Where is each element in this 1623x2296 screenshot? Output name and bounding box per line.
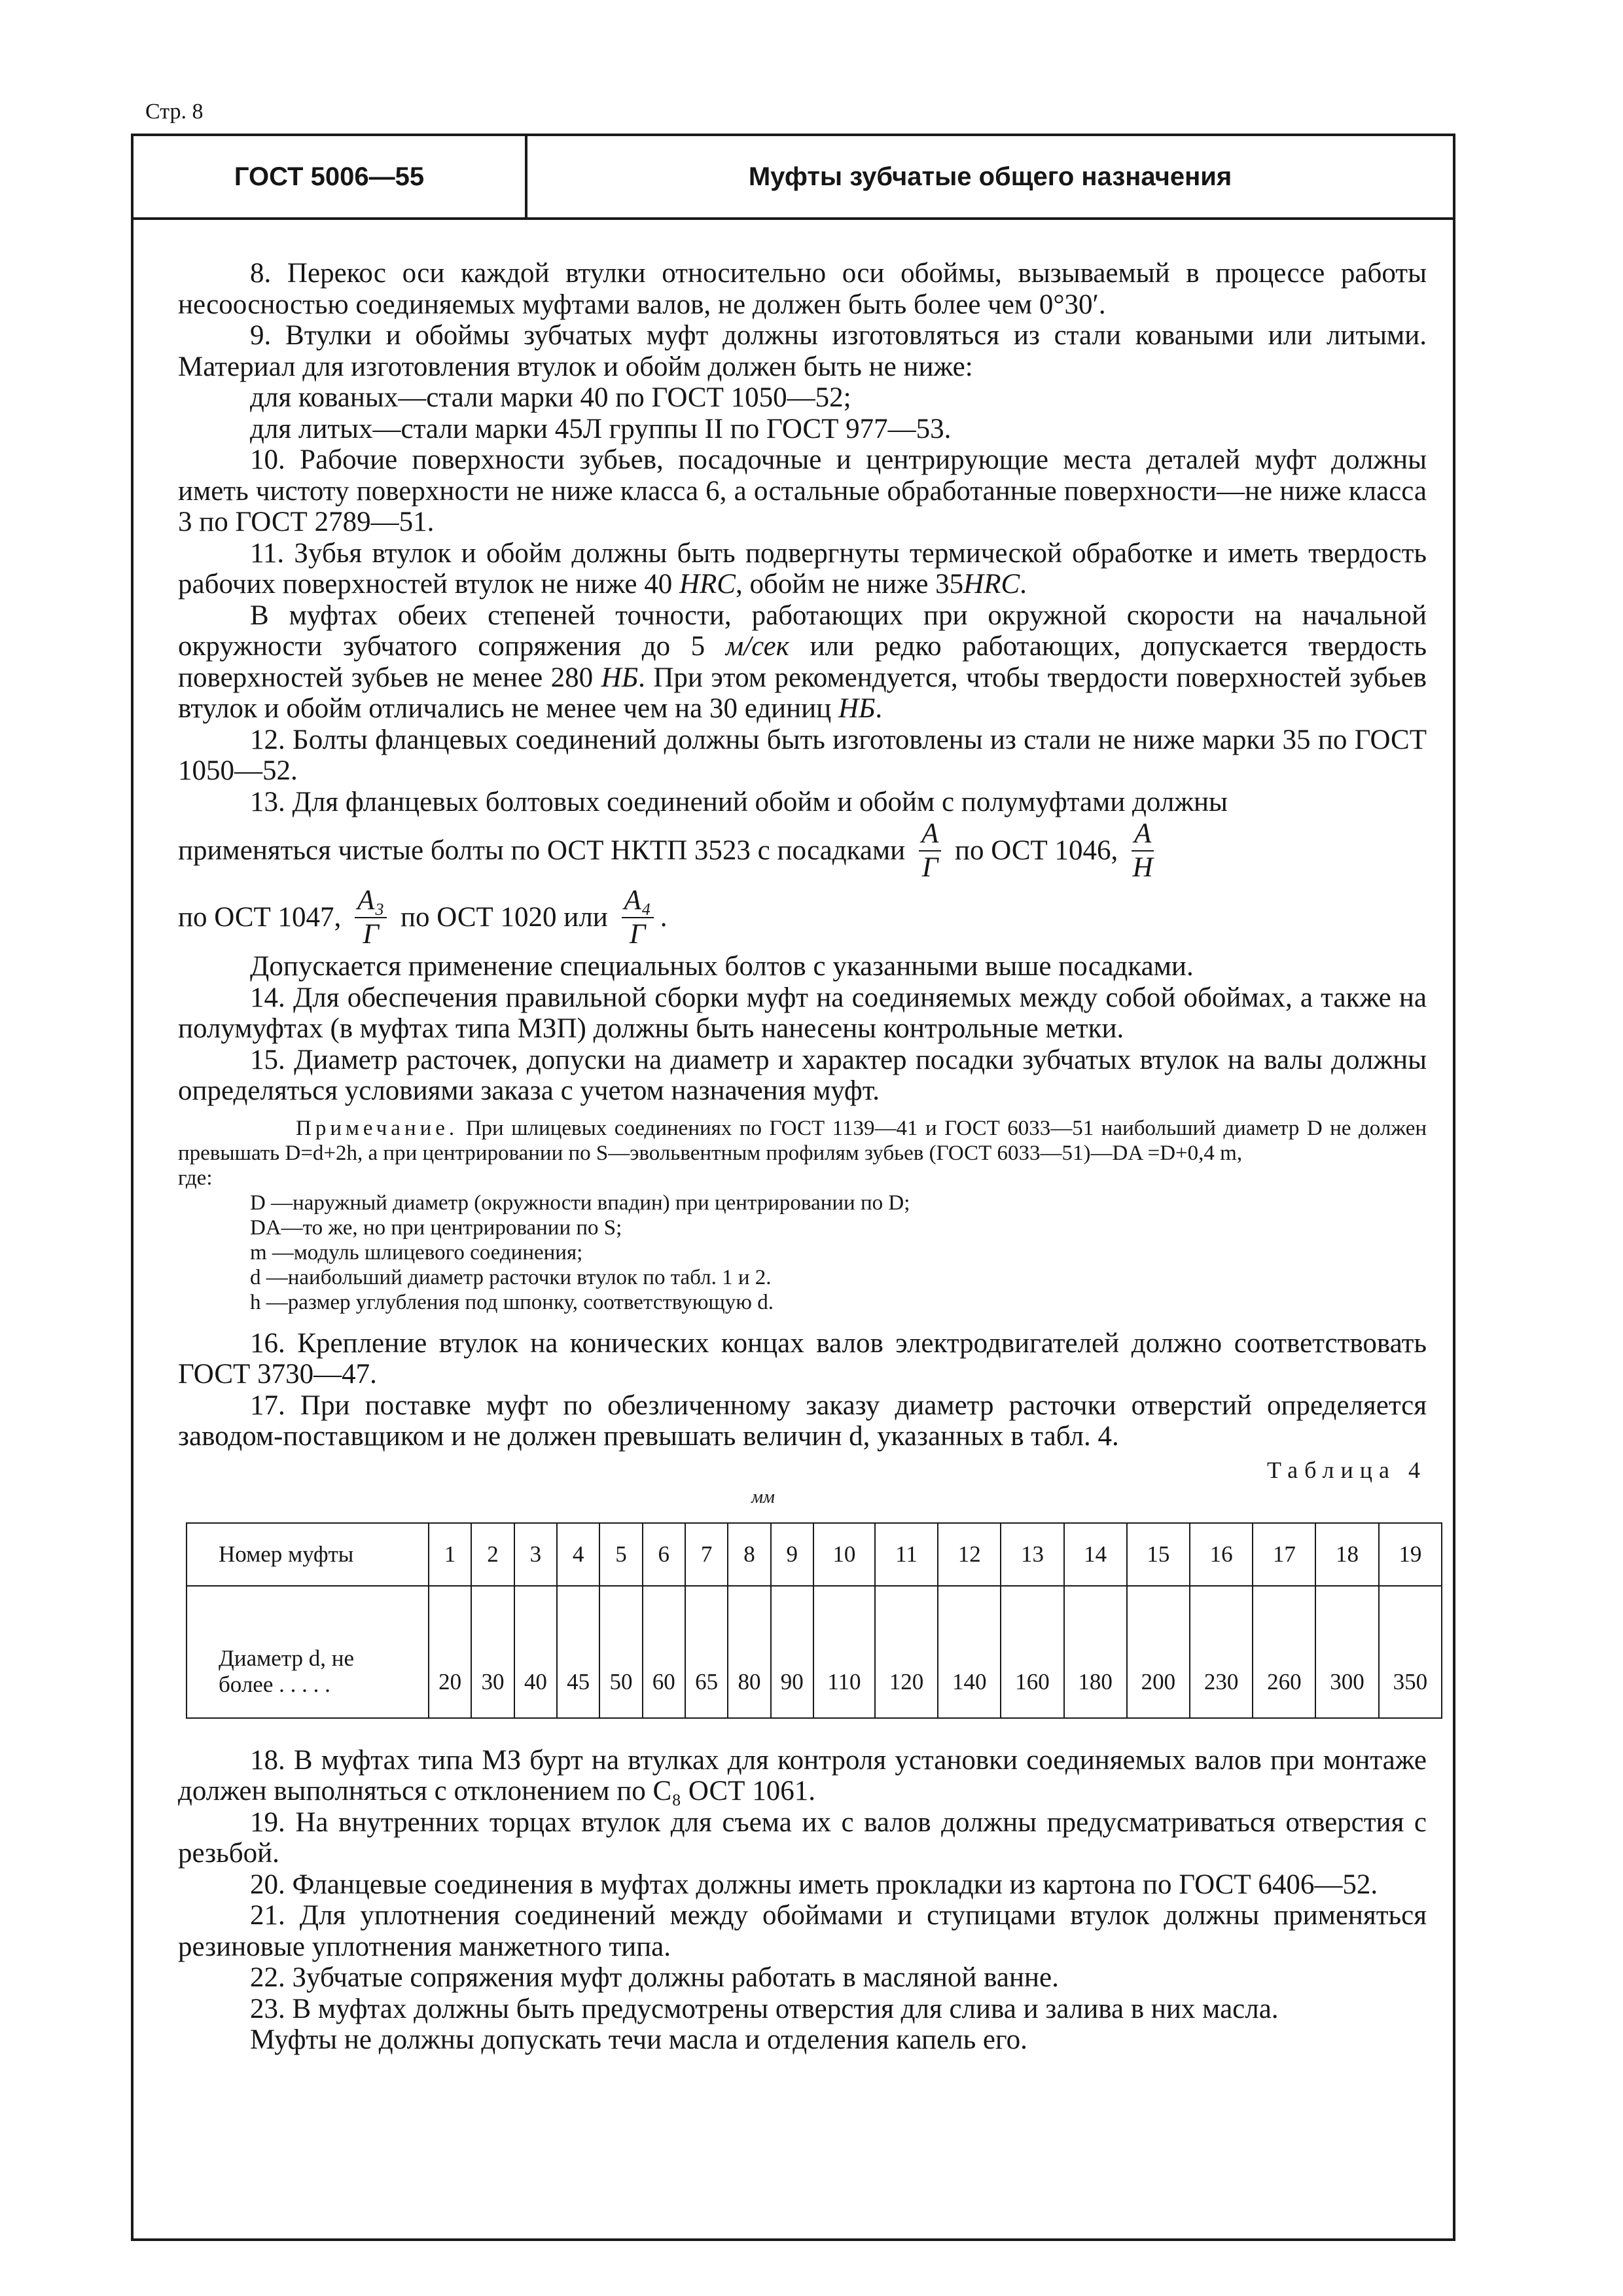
header-bar xyxy=(134,136,1453,220)
document-body xyxy=(178,258,1427,2056)
fraction-denominator: Н xyxy=(1132,852,1153,883)
p13-text: применяться чистые болты по ОСТ НКТП 3523 с посадками xyxy=(178,835,906,867)
paragraph-13-note: Допускается применение специальных болтов с указанными выше посадками. xyxy=(250,951,1194,982)
table-cell-diameter: 30 xyxy=(471,1586,514,1718)
table-cell-number: 10 xyxy=(813,1523,875,1586)
fit-fraction xyxy=(355,884,387,951)
note-text xyxy=(178,1116,1427,1166)
hb-symbol: HБ xyxy=(838,693,876,724)
label-line: Диаметр d, не xyxy=(219,1645,355,1671)
p11-part: . При этом рекомендуется, чтобы твердости поверхностей зубьев втулок и обойм отличались не менее чем на 30 единиц xyxy=(178,662,1427,724)
table-cell-number: 7 xyxy=(685,1523,728,1586)
table-cell-diameter: 160 xyxy=(1001,1586,1063,1718)
definition-h: h —размер углубления под шпонку, соответствующую d. xyxy=(250,1290,774,1314)
fraction-numerator: A xyxy=(919,817,941,852)
table-cell-number: 6 xyxy=(643,1523,685,1586)
table-cell-number: 15 xyxy=(1127,1523,1190,1586)
table-cell-number: 11 xyxy=(875,1523,938,1586)
table-cell-number: 9 xyxy=(771,1523,813,1586)
page-number: Стр. 8 xyxy=(145,99,204,124)
standard-number: ГОСТ 5006—55 xyxy=(134,136,527,217)
table-cell-diameter: 40 xyxy=(514,1586,557,1718)
row-label-number: Номер муфты xyxy=(187,1523,429,1586)
document-title: Муфты зубчатые общего назначения xyxy=(748,162,1232,191)
paragraph-13-fits-2 xyxy=(178,884,1427,951)
hb-symbol: HБ xyxy=(601,662,639,693)
table-row xyxy=(187,1586,1442,1718)
fit-fraction xyxy=(1132,817,1154,884)
table-cell-diameter: 350 xyxy=(1379,1586,1442,1718)
page-frame xyxy=(131,134,1455,2241)
table-cell-diameter: 80 xyxy=(728,1586,770,1718)
fit-fraction xyxy=(919,817,941,884)
unit-m-per-sec: м/сек xyxy=(725,631,789,662)
where-label: где: xyxy=(178,1166,213,1190)
paragraph-12: 12. Болты фланцевых соединений должны быть изготовлены из стали не ниже марки 35 по ГОСТ 1050—52. xyxy=(178,724,1427,786)
definition-D: D —наружный диаметр (окружности впадин) при центрировании по D; xyxy=(250,1191,910,1215)
fraction-denominator: Г xyxy=(629,919,646,950)
paragraph-13: 13. Для фланцевых болтовых соединений обойм и обойм с полумуфтами должны xyxy=(250,786,1228,817)
table-unit: мм xyxy=(751,1487,775,1507)
table-cell-diameter: 140 xyxy=(938,1586,1001,1718)
p13-text: по ОСТ 1047, xyxy=(178,902,342,933)
row-label-diameter xyxy=(187,1586,429,1718)
fraction-denominator: Г xyxy=(921,852,938,883)
paragraph-21: 21. Для уплотнения соединений между обоймами и ступицами втулок должны применяться резиновые уплотнения манжетного типа. xyxy=(178,1900,1427,1962)
fraction-numerator: A₄ xyxy=(622,884,654,918)
paragraph-9-forged: для кованых—стали марки 40 по ГОСТ 1050—52; xyxy=(250,382,851,413)
paragraph-16: 16. Крепление втулок на конических концах валов электродвигателей должно соответствовать ГОСТ 3730—47. xyxy=(178,1327,1427,1390)
fraction-numerator: A xyxy=(1132,817,1154,852)
table-cell-diameter: 260 xyxy=(1253,1586,1315,1718)
definition-m: m —модуль шлицевого соединения; xyxy=(250,1240,583,1265)
p11-part: 11. Зубья втулок и обойм должны быть подвергнуты термической обработке и иметь твердость рабочих поверхностей втулок не ниже 40 xyxy=(178,537,1427,600)
hrc-symbol: HRC xyxy=(963,569,1020,600)
table-cell-diameter: 180 xyxy=(1064,1586,1127,1718)
paragraph-11-speed xyxy=(178,600,1427,725)
table-cell-number: 2 xyxy=(471,1523,514,1586)
table-cell-diameter: 110 xyxy=(813,1586,875,1718)
p11-part: . xyxy=(875,693,883,724)
paragraph-23-b: Муфты не должны допускать течи масла и отделения капель его. xyxy=(250,2024,1027,2055)
definition-DA: DA—то же, но при центрировании по S; xyxy=(250,1215,622,1240)
p11-part: В муфтах обеих степеней точности, работающих при окружной скорости на начальной окружности зубчатого сопряжения до 5 xyxy=(178,600,1427,662)
table-cell-number: 5 xyxy=(599,1523,642,1586)
paragraph-20: 20. Фланцевые соединения в муфтах должны иметь прокладки из картона по ГОСТ 6406—52. xyxy=(250,1869,1378,1900)
note-label: Примечание. xyxy=(296,1116,459,1140)
table-cell-diameter: 300 xyxy=(1315,1586,1378,1718)
table-cell-number: 12 xyxy=(938,1523,1001,1586)
table-cell-number: 18 xyxy=(1315,1523,1378,1586)
table-cell-diameter: 50 xyxy=(599,1586,642,1718)
paragraph-14: 14. Для обеспечения правильной сборки муфт на соединяемых между собой обоймах, а также на полумуфтах (в муфтах типа МЗП) должны быть нанесены контрольные метки. xyxy=(178,982,1427,1044)
table-row xyxy=(187,1523,1442,1586)
paragraph-17: 17. При поставке муфт по обезличенному заказу диаметр расточки отверстий определяется заводом-поставщиком и не должен превышать величин d, указанных в табл. 4. xyxy=(178,1390,1427,1452)
p11-part: или редко работающих, допускается твердость поверхностей зубьев не менее 280 xyxy=(178,631,1427,693)
label-line: более . . . . . xyxy=(219,1671,330,1697)
table-cell-number: 4 xyxy=(557,1523,599,1586)
table-cell-diameter: 65 xyxy=(685,1586,728,1718)
paragraph-9: 9. Втулки и обоймы зубчатых муфт должны изготовляться из стали коваными или литыми. Материал для изготовления втулок и обойм должен быть не ниже: xyxy=(178,320,1427,382)
paragraph-13-fits xyxy=(178,817,1427,884)
table-cell-number: 3 xyxy=(514,1523,557,1586)
p13-text: . xyxy=(660,902,668,933)
paragraph-10: 10. Рабочие поверхности зубьев, посадочные и центрирующие места деталей муфт должны иметь чистоту поверхности не ниже класса 6, а остальные обработанные поверхности—не ниже класса 3 по ГОСТ 2789—51. xyxy=(178,444,1427,537)
fraction-denominator: Г xyxy=(363,919,379,950)
paragraph-11 xyxy=(178,538,1427,600)
p13-text: по ОСТ 1020 или xyxy=(401,902,608,933)
table-cell-diameter: 45 xyxy=(557,1586,599,1718)
table-cell-diameter: 60 xyxy=(643,1586,685,1718)
table-cell-number: 1 xyxy=(429,1523,471,1586)
p13-text: по ОСТ 1046, xyxy=(954,835,1118,867)
paragraph-23: 23. В муфтах должны быть предусмотрены отверстия для слива и залива в них масла. xyxy=(250,1993,1279,2024)
fit-fraction xyxy=(622,884,654,951)
table-cell-diameter: 90 xyxy=(771,1586,813,1718)
table-cell-number: 14 xyxy=(1064,1523,1127,1586)
table-cell-diameter: 20 xyxy=(429,1586,471,1718)
paragraph-8: 8. Перекос оси каждой втулки относительно оси обоймы, вызываемый в процессе работы несоосностью соединяемых муфтами валов, не должен быть более чем 0°30′. xyxy=(178,258,1427,320)
paragraph-19: 19. На внутренних торцах втулок для съема их с валов должны предусматриваться отверстия с резьбой. xyxy=(178,1806,1427,1869)
definition-d: d —наибольший диаметр расточки втулок по табл. 1 и 2. xyxy=(250,1265,772,1289)
note-body: При шлицевых соединениях по ГОСТ 1139—41 и ГОСТ 6033—51 наибольший диаметр D не должен превышать D=d+2h, а при центрировании по S—эвольвентным профилям зубьев (ГОСТ 6033—51)—DA =D+0,4 m, xyxy=(178,1116,1427,1165)
table-cell-diameter: 200 xyxy=(1127,1586,1190,1718)
p11-part: . xyxy=(1020,569,1027,600)
table-caption: Таблица 4 xyxy=(1267,1456,1427,1483)
hrc-symbol: HRC xyxy=(679,569,736,600)
fraction-numerator: A₃ xyxy=(355,884,387,918)
paragraph-15: 15. Диаметр расточек, допуски на диаметр и характер посадки зубчатых втулок на валы должны определяться условиями заказа с учетом назначения муфт. xyxy=(178,1044,1427,1106)
table-cell-number: 17 xyxy=(1253,1523,1315,1586)
table-cell-number: 19 xyxy=(1379,1523,1442,1586)
table-cell-number: 16 xyxy=(1190,1523,1253,1586)
paragraph-22: 22. Зубчатые сопряжения муфт должны работать в масляной ванне. xyxy=(250,1962,1059,1993)
p11-part: , обойм не ниже 35 xyxy=(735,569,964,600)
paragraph-18: 18. В муфтах типа МЗ бурт на втулках для контроля установки соединяемых валов при монтаже должен выполняться с отклонением по C₈ ОСТ 1061. xyxy=(178,1744,1427,1806)
table-cell-diameter: 230 xyxy=(1190,1586,1253,1718)
table-4 xyxy=(186,1522,1442,1719)
table-cell-number: 8 xyxy=(728,1523,770,1586)
note-block xyxy=(178,1116,1427,1315)
paragraph-9-cast: для литых—стали марки 45Л группы II по ГОСТ 977—53. xyxy=(250,413,952,444)
table-cell-number: 13 xyxy=(1001,1523,1063,1586)
table-cell-diameter: 120 xyxy=(875,1586,938,1718)
